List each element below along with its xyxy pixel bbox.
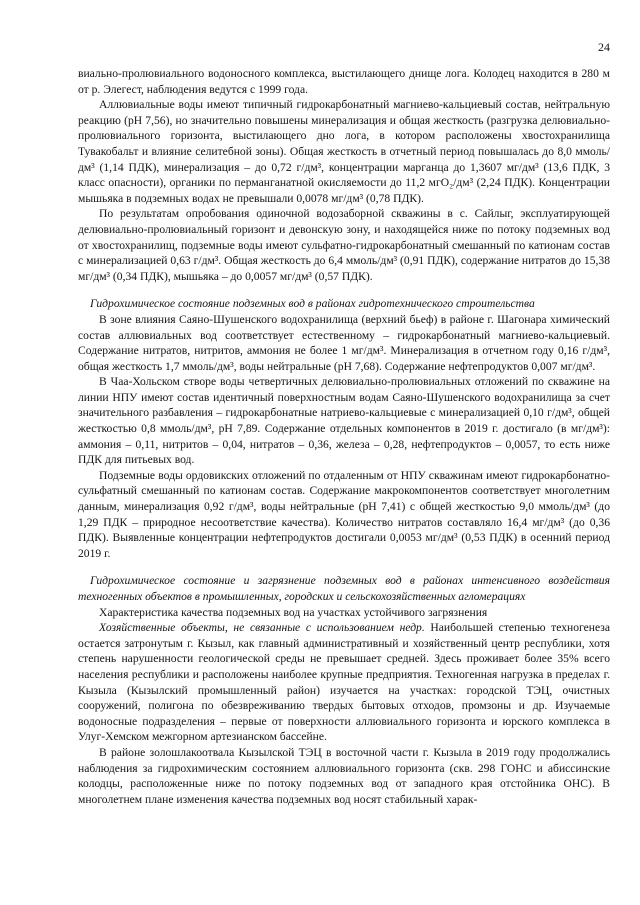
section-heading-hydrotechnical: Гидрохимическое состояние подземных вод в районах гидротехнического строительства [90,297,535,311]
paragraph-sayano-shushensky: В зоне влияния Саяно-Шушенского водохранилища (верхний бьеф) в районе г. Шагонара химический состав аллювиальных вод соответствует естественному – гидрокарбонатный магниево-кальциевый. Содержание нитратов, нитритов, аммония не более 1 мг/дм³. Минерализация в отчетном году 0,16 г/дм³, общая жесткость 1,7 ммоль/дм³, воды нейтральные (рН 7,68). Содержание нефтепродуктов 0,007 мг/дм³. [78,312,610,373]
paragraph-alluvial-waters: Аллювиальные воды имеют типичный гидрокарбонатный магниево-кальциевый состав, нейтральную реакцию (рН 7,56), но значительно повышены минерализация и общая жесткость (разгрузка делювиально-пролювиального горизонта, выстилающего дно лога, в котором расположены хвостохранилища Тувакобальт и влияние селитебной зоны). Общая жесткость в отчетный период повышалась до 8,0 ммоль/дм³ (1,14 ПДК), минерализация – до 0,72 г/дм³, концентрации марганца до 1,3607 мг/дм³ (13,6 ПДК, 3 класс опасности), органики по перманганатной окисляемости до 11,2 мгО₂/дм³ (2,24 ПДК). Концентрации мышьяка в подземных водах не превышали 0,0078 мг/дм³ (0,78 ПДК). [78,98,610,205]
paragraph-kyzyl-body: Наибольшей степенью техногенеза остается затронутым г. Кызыл, как главный административный и хозяйственный центр республики, хотя степень нарушенности геологической среды не превышает средней. Здесь проживает более 35% всего населения республики и расположены наиболее крупные предприятия. Техногенная нагрузка в пределах г. Кызыла (Кызылский промышленный район) изучается на участках: городской ТЭЦ, очистных сооружений, полигона по обезвреживанию твердых бытовых отходов, промзоны и др. Изучаемые водоносные подразделения – первые от поверхности аллювиального горизонта и юрского комплекса в Улуг-Хемском межгорном артезианском бассейне. [78,621,610,744]
paragraph-ordovician: Подземные воды ордовикских отложений по отдаленным от НПУ скважинам имеют гидрокарбонатно-сульфатный смешанный по катионам состав. Содержание макрокомпонентов соответствует многолетним данным, минерализация 0,92 г/дм³, воды нейтральные (рН 7,41) с общей жесткостью 9,0 ммоль/дм³ (до 1,29 ПДК – природное несоответствие качества). Количество нитратов составляло 16,4 мг/дм³ (до 0,36 ПДК). Выявленные концентрации нефтепродуктов достигали 0,0053 мг/дм³ (0,53 ПДК) в осенний период 2019 г. [78,468,610,560]
paragraph-tec-ash: В районе золошлакоотвала Кызылской ТЭЦ в восточной части г. Кызыла в 2019 году продолжались наблюдения за гидрохимическим состоянием аллювиального горизонта (скв. 298 ГОНС и абиссинские колодцы, расположенные ниже по потоку подземных вод от западного края отстойника ОНС). В многолетнем плане изменения качества подземных вод носят стабильный харак- [78,745,610,806]
paragraph-kyzyl [78,620,610,745]
lead-italic-text: Хозяйственные объекты, не связанные с использованием недр. [99,621,425,635]
page-number: 24 [598,40,610,54]
section-heading-technogenic: Гидрохимическое состояние и загрязнение подземных вод в районах интенсивного воздействия техногенных объектов в промышленных, городских и сельскохозяйственных агломерациях [78,574,610,603]
subheading-quality: Характеристика качества подземных вод на участках устойчивого загрязнения [99,605,488,619]
paragraph-chaa-khol: В Чаа-Хольском створе воды четвертичных делювиально-пролювиальных отложений по скважине на линии НПУ имеют состав идентичный поверхностным водам Саяно-Шушенского водохранилища за счет значительного разбавления – гидрокарбонатные натриево-кальциевые с минерализацией 0,10 г/дм³, общей жесткостью 0,8 ммоль/дм³, рН 7,89. Содержание отдельных компонентов в 2019 г. достигало (в мг/дм³): аммония – 0,11, нитритов – 0,04, нитратов – 0,36, железа – 0,28, нефтепродуктов – 0,0057, то есть ниже ПДК для питьевых вод. [78,375,610,467]
paragraph-continuation: виально-пролювиального водоносного комплекса, выстилающего днище лога. Колодец находится в 280 м от р. Элегест, наблюдения ведутся с 1999 года. [78,67,610,96]
paragraph-sailyg-well: По результатам опробования одиночной водозаборной скважины в с. Сайлыг, эксплуатирующей делювиально-пролювиальный горизонт и девонскую зону, и находящейся ниже по потоку подземных вод от хвостохранилищ, подземные воды имеют сульфатно-гидрокарбонатный смешанный по катионам состав с минерализацией 0,63 г/дм³. Общая жесткость до 6,4 ммоль/дм³ (0,91 ПДК), содержание нитратов до 15,38 мг/дм³ (0,34 ПДК), мышьяка – до 0,0057 мг/дм³ (0,57 ПДК). [78,207,610,283]
